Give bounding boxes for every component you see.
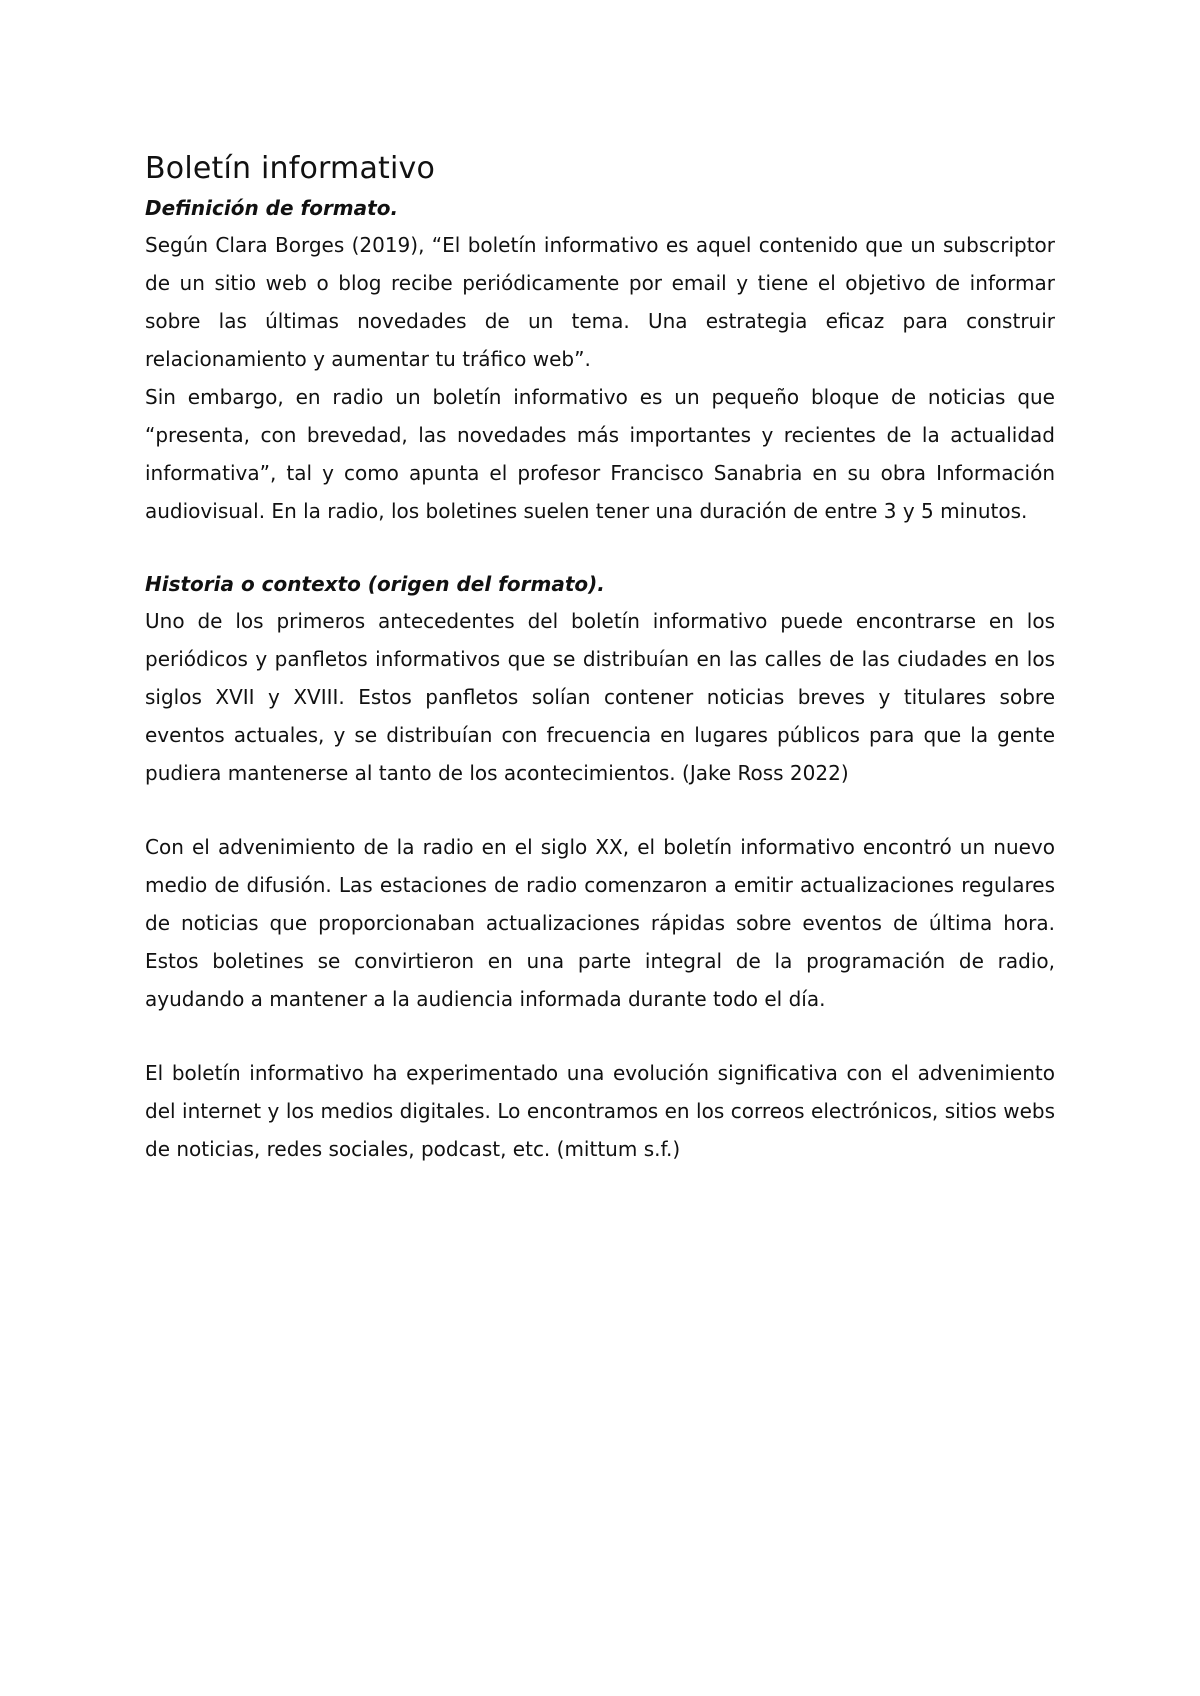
history-heading: Historia o contexto (origen del formato). bbox=[145, 572, 605, 596]
document-page bbox=[145, 148, 1055, 1168]
paragraph-spacer bbox=[145, 792, 1055, 828]
paragraph-spacer bbox=[145, 1018, 1055, 1054]
history-paragraph-3: El boletín informativo ha experimentado una evolución significativa con el advenimiento del internet y los medios digitales. Lo encontramos en los correos electrónicos, sitios webs de noticias, redes sociales, podcast, etc. (mittum s.f.) bbox=[145, 1061, 1055, 1161]
history-paragraph-1: Uno de los primeros antecedentes del boletín informativo puede encontrarse en los periódicos y panfletos informativos que se distribuían en las calles de las ciudades en los siglos XVII y XVIII. Estos panfletos solían contener noticias breves y titulares sobre eventos actuales, y se distribuían con frecuencia en lugares públicos para que la gente pudiera mantenerse al tanto de los acontecimientos. (Jake Ross 2022) bbox=[145, 609, 1055, 785]
document-title: Boletín informativo bbox=[145, 151, 436, 186]
history-paragraph-2: Con el advenimiento de la radio en el siglo XX, el boletín informativo encontró un nuevo medio de difusión. Las estaciones de radio comenzaron a emitir actualizaciones regulares de noticias que proporcionaban actualizaciones rápidas sobre eventos de última hora. Estos boletines se convirtieron en una parte integral de la programación de radio, ayudando a mantener a la audiencia informada durante todo el día. bbox=[145, 835, 1055, 1011]
section-spacer bbox=[145, 530, 1055, 566]
definition-paragraph-1: Según Clara Borges (2019), “El boletín informativo es aquel contenido que un subscriptor de un sitio web o blog recibe periódicamente por email y tiene el objetivo de informar sobre las últimas novedades de un tema. Una estrategia eficaz para construir relacionamiento y aumentar tu tráfico web”. bbox=[145, 233, 1055, 371]
definition-paragraph-2: Sin embargo, en radio un boletín informativo es un pequeño bloque de noticias que “presenta, con brevedad, las novedades más importantes y recientes de la actualidad informativa”, tal y como apunta el profesor Francisco Sanabria en su obra Información audiovisual. En la radio, los boletines suelen tener una duración de entre 3 y 5 minutos. bbox=[145, 385, 1055, 523]
definition-heading: Definición de formato. bbox=[145, 196, 399, 220]
